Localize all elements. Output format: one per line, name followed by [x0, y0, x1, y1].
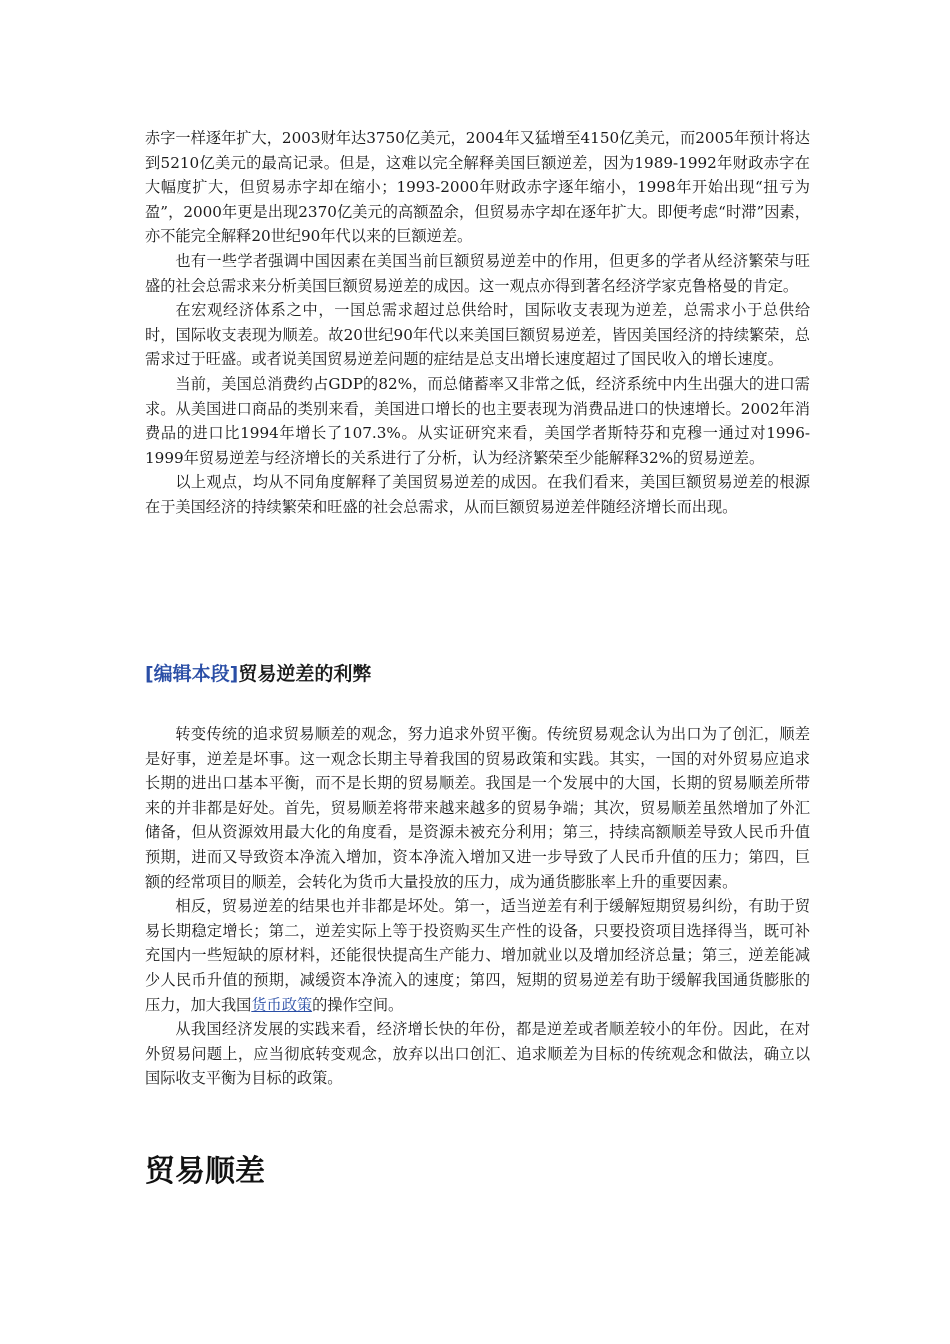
paragraph: 也有一些学者强调中国因素在美国当前巨额贸易逆差中的作用，但更多的学者从经济繁荣与旺盛的社会总需求来分析美国巨额贸易逆差的成因。这一观点亦得到著名经济学家克鲁格曼的肯定。	[145, 251, 810, 295]
paragraph-text: 的操作空间。	[312, 995, 404, 1014]
paragraph: 转变传统的追求贸易顺差的观念，努力追求外贸平衡。传统贸易观念认为出口为了创汇，顺差是好事，逆差是坏事。这一观念长期主导着我国的贸易政策和实践。其实，一国的对外贸易应追求长期的进出口基本平衡，而不是长期的贸易顺差。我国是一个发展中的大国，长期的贸易顺差所带来的并非都是好处。首先，贸易顺差将带来越来越多的贸易争端；其次，贸易顺差虽然增加了外汇储备，但从资源效用最大化的角度看，是资源未被充分利用；第三，持续高额顺差导致人民币升值预期，进而又导致资本净流入增加，资本净流入增加又进一步导致了人民币升值的压力；第四，巨额的经常项目的顺差，会转化为货币大量投放的压力，成为通货膨胀率上升的重要因素。	[145, 725, 810, 891]
trade-deficit-causes-section	[145, 126, 810, 520]
pros-cons-section	[145, 722, 810, 1091]
page-title: 贸易顺差	[145, 1154, 265, 1189]
paragraph: 以上观点，均从不同角度解释了美国贸易逆差的成因。在我们看来，美国巨额贸易逆差的根源在于美国经济的持续繁荣和旺盛的社会总需求，从而巨额贸易逆差伴随经济增长而出现。	[145, 473, 810, 516]
paragraph-text: 相反，贸易逆差的结果也并非都是坏处。第一，适当逆差有利于缓解短期贸易纠纷，有助于贸易长期稳定增长；第二，逆差实际上等于投资购买生产性的设备，只要投资项目选择得当，既可补充国内一些短缺的原材料，还能很快提高生产能力、增加就业以及增加经济总量；第三，逆差能减少人民币升值的预期，减缓资本净流入的速度；第四，短期的贸易逆差有助于缓解我国通货膨胀的压力，加大我国	[145, 897, 810, 1014]
paragraph-with-link	[145, 894, 810, 1017]
paragraph: 从我国经济发展的实践来看，经济增长快的年份，都是逆差或者顺差较小的年份。因此，在对外贸易问题上，应当彻底转变观念，放弃以出口创汇、追求顺差为目标的传统观念和做法，确立以国际收支平衡为目标的政策。	[145, 1020, 810, 1088]
paragraph: 在宏观经济体系之中，一国总需求超过总供给时，国际收支表现为逆差，总需求小于总供给时，国际收支表现为顺差。故20世纪90年代以来美国巨额贸易逆差，皆因美国经济的持续繁荣，总需求过于旺盛。或者说美国贸易逆差问题的症结是总支出增长速度超过了国民收入的增长速度。	[145, 301, 810, 369]
paragraph: 当前，美国总消费约占GDP的82%，而总储蓄率又非常之低，经济系统中内生出强大的进口需求。从美国进口商品的类别来看，美国进口增长的也主要表现为消费品进口的快速增长。2002年消费品的进口比1994年增长了107.3%。从实证研究来看，美国学者斯特芬和克穆一通过对1996-1999年贸易逆差与经济增长的关系进行了分析，认为经济繁荣至少能解释32%的贸易逆差。	[145, 374, 810, 467]
section-heading	[145, 660, 371, 688]
monetary-policy-link[interactable]: 货币政策	[251, 995, 313, 1014]
paragraph-continued: 赤字一样逐年扩大，2003财年达3750亿美元，2004年又猛增至4150亿美元，而2005年预计将达到5210亿美元的最高记录。但是，这难以完全解释美国巨额逆差，因为1989-1992年财政赤字在大幅度扩大，但贸易赤字却在缩小；1993-2000年财政赤字逐年缩小，1998年开始出现“扭亏为盈”，2000年更是出现2370亿美元的高额盈余，但贸易赤字却在逐年扩大。即便考虑“时滞”因素，亦不能完全解释20世纪90年代以来的巨额逆差。	[145, 129, 810, 246]
edit-section-link[interactable]: [编辑本段]	[145, 663, 239, 685]
section-heading-title: 贸易逆差的利弊	[238, 663, 372, 685]
